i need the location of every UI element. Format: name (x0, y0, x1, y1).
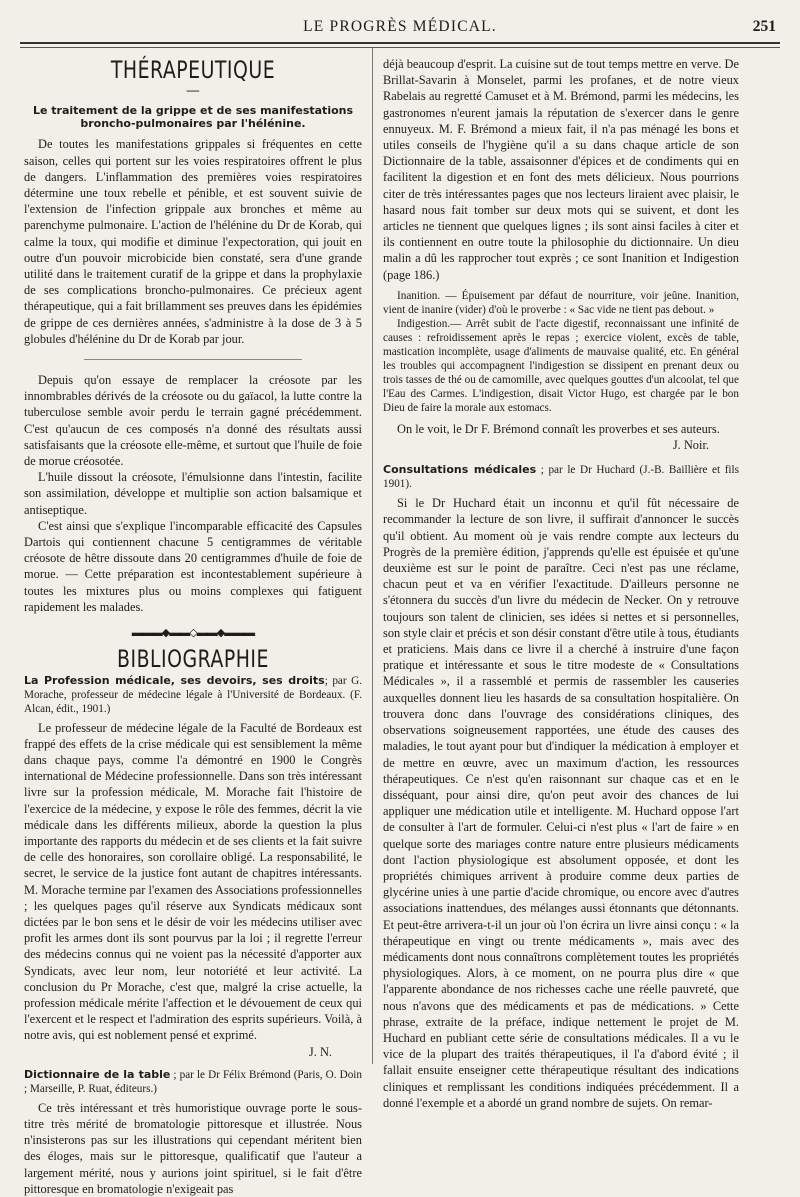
separator-rule (84, 359, 302, 360)
bibliographie-heading: BIBLIOGRAPHIE (117, 645, 269, 674)
book-entry (24, 1068, 362, 1096)
review-paragraph: Ce très intéressant et très humoristique ouvrage porte le sous-titre très mérité de bromatologie pittoresque et illustrée. Nous n'insisterons pas sur les illustrations qui cependant méritent bien des éloges, mais sur le pittoresque, qualificatif que l'auteur a largement mérité, nous y aurions joint spirituel, si le fait d'être pittoresque en bromatologie n'exigeait pas (24, 1100, 362, 1196)
page-number: 251 (752, 18, 776, 35)
header-rule (20, 42, 780, 44)
book-reference: ; par le Dr Huchard (J.-B. Baillière et fils 1901). (383, 464, 739, 491)
review-paragraph: Le professeur de médecine légale de la Faculté de Bordeaux est frappé des effets de la crise médicale qui est sensiblement la même dans chaque pays, comme l'a démontré en 1900 le Congrès international de Médecine professionnelle. Dans son très intéressant livre sur la profession médicale, M. Morache fait l'histoire de l'exercice de la médecine, y expose le rôle des femmes, décrit la vie médicale dans les différents milieux, aborde la question la plus importante des rapports du médecin et de ses clients et la fait suivre de celle des honoraires, son corollaire obligé. La responsabilité, le secret, le service de la justice font autant de chapitres intéressants. M. Morache termine par l'examen des Associations professionnelles ; les quelques pages qu'il réserve aux Syndicats médicaux sont dictées par le bon sens et le désir de voir les médecins utiliser avec profit les armes dont ils sont pourvus par la loi ; il regrette l'erreur des médecins connus qui ne voient pas la nécessité d'apporter aux Syndicats, avec leur nom, leur notoriété et leur activité. La conclusion du Pr Morache, c'est que, malgré la crise actuelle, la profession médicale mérite l'affection et le dévouement de ceux qui l'exercent et le respect et l'admiration des esprits supérieurs. Voilà, à notre avis, qui est noblement pensé et exprimé. (24, 720, 362, 1043)
running-head (24, 18, 776, 40)
book-title: Dictionnaire de la table (24, 1067, 171, 1081)
book-title: La Profession médicale, ses devoirs, ses droits (24, 673, 325, 687)
article-paragraph: C'est ainsi que s'explique l'incomparable efficacité des Capsules Dartois qui contiennent chacune 5 centigrammes de véritable créosote de hêtre dissoute dans 20 centigrammes d'huile de foie de morue. — Cette préparation est incontestablement supérieure à toutes les mixtures plus ou moins complexes qui fatiguent rapidement les malades. (24, 518, 362, 614)
heading-dash: — (186, 83, 200, 98)
review-paragraph: Si le Dr Huchard était un inconnu et qu'il fût nécessaire de recommander la lecture de son livre, il suffirait d'annoncer le succès qu'il obtient. Au moment où je vais rendre compte aux lecteurs du Progrès de la première édition, j'apprends qu'elle est épuisée et qu'une deuxième est sur le point de paraître. Ceci n'est pas une réclame, chacun peut et va en vérifier l'exactitude. D'ailleurs personne ne s'étonnera du succès d'un livre du médecin de Necker. On y retrouve toujours son talent de clinicien, ses idées si nettes et si personnelles, son style clair et précis et son désir constant d'être utile à tous, étudiants et praticiens. Mais dans ce livre il a cherché à instruire d'une façon pratique et intéressante et sous le titre modeste de « Consultations Médicales », il a rassemblé et permis de rassembler les causeries auxquelles donnent lieu les hasards de sa consultation hospitalière. On trouvera donc dans l'ouvrage des considérations cliniques, des observations soigneusement rapportées, une étude des causes des maladies, le tout ayant pour but d'indiquer la médication à employer et de mettre en œuvre, avec un maximum d'action, les ressources thérapeutiques. Ce n'est qu'en raisonnant sur chaque cas et en le disséquant, pour ainsi dire, qu'on peut avoir des chances de lui appliquer une médication utile et intelligente. M. Huchard oppose l'art de consulter à l'art de formuler. Celui-ci n'est plus « l'art de faire » en quelque sorte des mariages contre nature entre plusieurs médicaments dont l'action physiologique est absolument opposée, et dont les propriétés chimiques arrivent à produire comme deux parties de glycérine unies à une partie d'acide chromique, ou encore avec d'autres associations inattendues, des mélanges aussi étonnants que détonnants. Et peut-être arrivera-t-il un jour où l'on écrira un livre ainsi conçu : « la thérapeutique en vingt ou trente médicaments », mais avec des médicaments dont nous connaîtrons complètement toutes les propriétés physiologiques. Alors, à ce moment, on ne pourra plus dire « que l'apparente abondance de nos richesses cache une réelle pauvreté, que nous n'avons que des médicaments et pas de médications. » Cette phrase, extraite de la préface, indique nettement le projet de M. Huchard en publiant cette série de consultations médicales. Il a vu le vice de la plupart des traités thérapeutiques, il l'a d'abord évité ; il fallait ensuite enseigner cette thérapeutique résultant des indications cliniques et remplissant les conditions indiquées précédemment. Il a donné l'exemple et a abordé un grand nombre de sujets. On remar- (383, 496, 739, 1110)
header-rule-thin (20, 47, 780, 48)
review-signature: J. Noir. (672, 438, 709, 453)
book-reference: ; par le Dr Félix Brémond (Paris, O. Doin ; Marseille, P. Ruat, éditeurs.) (24, 1068, 362, 1095)
right-column (383, 56, 739, 1111)
book-title: Consultations médicales (383, 463, 537, 477)
dictionary-entry: Indigestion.— Arrêt subit de l'acte digestif, reconnaissant une infinité de causes : refroidissement après le repas ; exercice violent, excès de table, mastication incomplète, usage d'aliments de mauvaise qualité, etc. En général les troubles qui accompagnent l'indigestion se dissipent en prenant deux ou trois tasses de thé ou de camomille, avec quelques gouttes d'un alcoolat, tel que l'Eau des Carmes. L'indigestion, disait Victor Hugo, est chargée par le bon Dieu de faire la morale aux estomacs. (383, 317, 739, 414)
book-reference: ; par G. Morache, professeur de médecine légale à l'Université de Bordeaux. (F. Alcan, édit., 1901.) (24, 674, 362, 715)
journal-title: LE PROGRÈS MÉDICAL. (303, 18, 497, 35)
review-paragraph: déjà beaucoup d'esprit. La cuisine sut de tout temps mettre en verve. De Brillat-Savarin à Monselet, parmi les profanes, et de notre vieux Rabelais au regretté Camuset et à M. Brémond, parmi les médecins, les gastronomes n'eurent jamais la réputation de s'exercer dans le genre ennuyeux. M. F. Brémond a mieux fait, il n'a pas ménagé les bons et utiles conseils de l'hygiène qu'il a su dans chaque article de son Dictionnaire de la table, assaisonner d'épices et de condiments qui en facilitent la digestion et en font des mets délicieux. Nous pourrions citer de très intéressantes pages que nos lecteurs liraient avec plaisir, le hasard nous fait tomber sur deux mots qui se suivent, et dont les articles ne tiennent que quelques lignes ; ils sont ainsi faciles à citer et ils contiennent en outre toute la philosophie du dictionnaire. Un dieu malin a dû les rapprocher tout exprès ; ce sont Inanition et Indigestion (page 186.) (383, 57, 739, 282)
dictionary-entry: Inanition. — Épuisement par défaut de nourriture, voir jeûne. Inanition, vient de inanire (vider) d'où le proverbe : « Sac vide ne tient pas debout. » (383, 289, 739, 316)
column-divider (372, 48, 373, 1064)
review-signature: J. N. (308, 1044, 332, 1059)
therapeutique-heading: THÉRAPEUTIQUE (110, 56, 276, 84)
article-paragraph: De toutes les manifestations grippales si fréquentes en cette saison, celles qui portent sur les voies respiratoires offrent le plus de dangers. L'inflammation des premières voies respiratoires détermine une toux rebelle et pénible, et est souvent suivie de l'extension de l'infection grippale aux bronches et même au parenchyme pulmonaire. L'action de l'hélénine du Dr de Korab, qui calme la toux, qui modifie et diminue l'expectoration, qui jouit en outre d'un pouvoir microbicide bien constaté, sera d'une grande utilité dans le traitement curatif de la grippe et dans la prophylaxie de ses complications broncho-pulmonaires. Ce précieux agent thérapeutique, qui a fait brillamment ses preuves dans les épidémies de grippe de ces dernières années, s'administre à la dose de 3 à 5 globules d'hélénine du Dr de Korab par jour. (24, 137, 362, 346)
ornament-divider: ▬▬▬◆▬▬◇▬▬◆▬▬▬ (131, 627, 255, 640)
article-title: Le traitement de la grippe et de ses manifestations broncho-pulmonaires par l'hélénine. (32, 104, 354, 131)
left-column (24, 56, 362, 1197)
article-paragraph: L'huile dissout la créosote, l'émulsionne dans l'intestin, facilite son assimilation, développe et multiplie son action balsamique et antiseptique. (24, 470, 362, 517)
article-paragraph: Depuis qu'on essaye de remplacer la créosote par les innombrables dérivés de la créosote ou du gaïacol, la lutte contre la tuberculose semble avoir perdu le terrain gagné précédemment. C'est qu'aucun de ces composés n'a donné des résultats aussi satisfaisants que la créosote elle-même, et surtout que l'huile de foie de morue créosotée. (24, 373, 362, 469)
review-paragraph: On le voit, le Dr F. Brémond connaît les proverbes et ses auteurs. (397, 421, 720, 436)
book-entry (24, 674, 362, 716)
book-entry (383, 463, 739, 491)
